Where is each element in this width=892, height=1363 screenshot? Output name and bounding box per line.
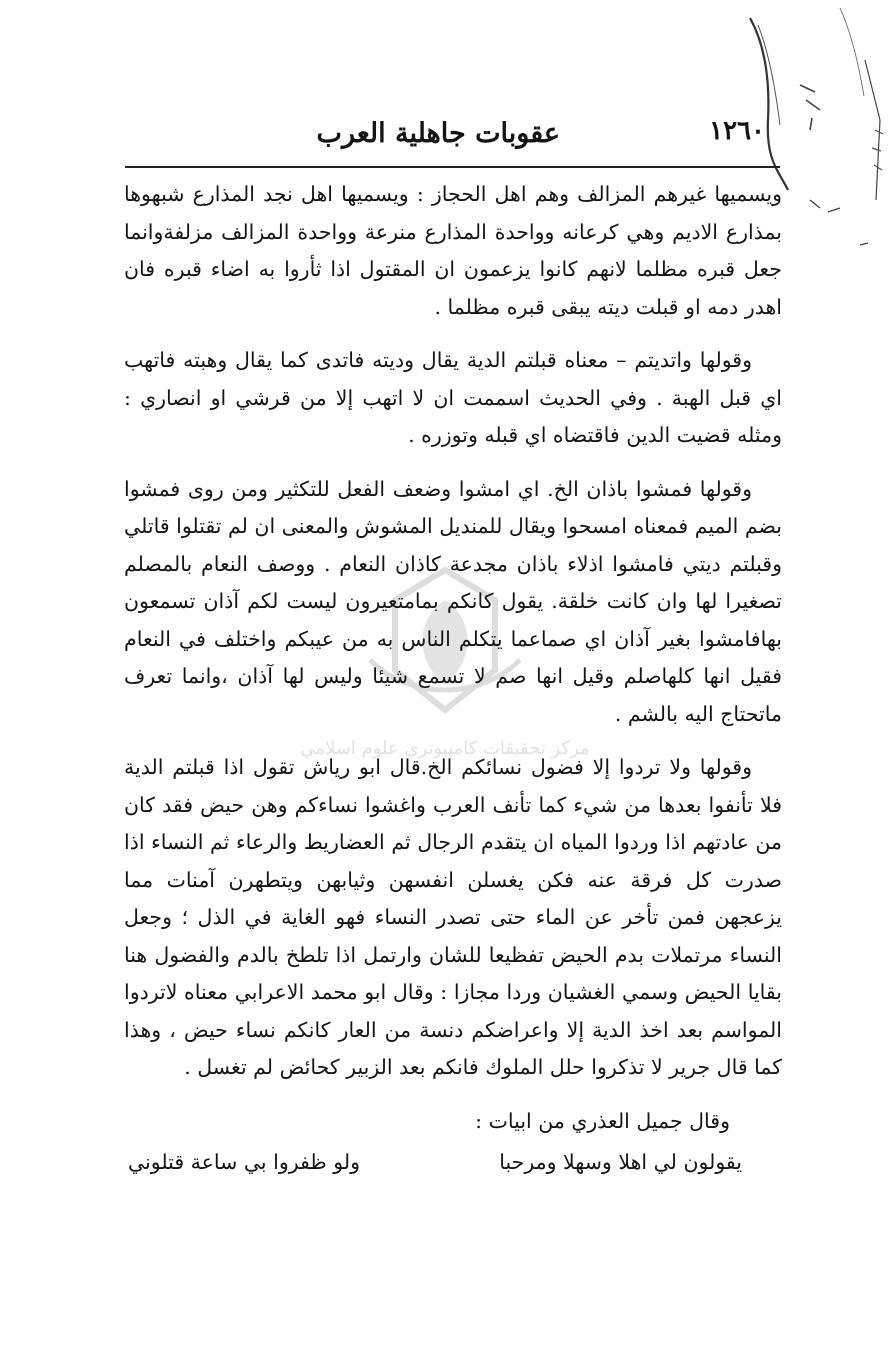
paragraph-1: ويسميها غيرهم المزالف وهم اهل الحجاز : ويسميها اهل نجد المذارع شبهوها بمذارع الاديم وهي كرعانه وواحدة المذارع منرعة وواحدة المزالف مزلفةوانما جعل قبره مظلما لانهم كانوا يزعمون ان المقتول اذا ثأروا به اضاء قبره فان اهدر دمه او قبلت ديته يبقى قبره مظلما . <box>124 182 782 319</box>
verse-intro: وقال جميل العذري من ابيات : <box>475 1108 730 1133</box>
paragraph-2: وقولها واتديتم – معناه قبلتم الدية يقال وديته فاتدى كما يقال وهبته فاتهب اي قبل الهبة . وفي الحديث اسممت ان لا اتهب إلا من قرشي او انصاري : ومثله قضيت الدين فاقتضاه اي قبله وتوزره . <box>124 348 782 447</box>
paragraph-4: وقولها ولا تردوا إلا فضول نسائكم الخ.قال ابو رياش تقول اذا قبلتم الدية فلا تأنفوا بعدها من شيء كما تأنف العرب واغشوا نساءكم وهن حيض فقد كان من عادتهم اذا وردوا المياه ان يتقدم الرجال ثم العضاريط والرعاء ثم النساء اذا صدرت كل فرقة عنه فكن يغسلن انفسهن وثيابهن ويتطهرن آمنات مما يزعجهن فمن تأخر عن الماء حتى تصدر النساء فهو الغاية في الذل ؛ وجعل النساء مرتملات بدم الحيض تفظيعا للشان وارتمل اذا تلطخ بالدم والفضول هنا بقايا الحيض وسمي الغشيان وردا مجازا : وقال ابو محمد الاعرابي معناه لاتردوا المواسم بعد اخذ الدية إلا واعراضكم دنسة من العار كانكم نساء حيض ، وهذا كما قال جرير لا تذكروا حلل الملوك فانكم بعد الزبير كحائض لم تغسل . <box>124 755 782 1079</box>
page-number: ١٢٦٠ <box>709 116 765 146</box>
body-text <box>124 176 782 1181</box>
paragraph-3: وقولها فمشوا باذان الخ. اي امشوا وضعف الفعل للتكثير ومن روى فمشوا بضم الميم فمعناه امسحوا ويقال للمنديل المشوش والمعنى ان لم تقتلوا قاتلي وقبلتم ديتي فامشوا اذلاء باذان مجدعة كاذان النعام . ووصف النعام بالمصلم تصغيرا لها وان كانت خلقة. يقول كانكم بمامتعيرون ليست لكم آذان تسمعون بهافامشوا بغير آذان اي صماعما يتكلم الناس به من عيبكم واختلف في النعام فقيل انها كلهاصلم وقيل انها صم لا تسمع شيئا وليس لها آذان ،وانما تعرف ماتحتاج اليه بالشم . <box>124 476 782 726</box>
poem-verse <box>124 1144 782 1181</box>
second-hemistich: ولو ظفروا بي ساعة قتلوني <box>128 1149 360 1174</box>
watermark-text: مركز تحقيقات كامپيوتري علوم اسلامي <box>300 738 590 759</box>
first-hemistich: يقولون لي اهلا وسهلا ومرحبا <box>499 1149 742 1174</box>
header-rule <box>125 166 780 168</box>
running-title: عقوبات جاهلية العرب <box>316 118 560 149</box>
page-header <box>125 112 765 162</box>
